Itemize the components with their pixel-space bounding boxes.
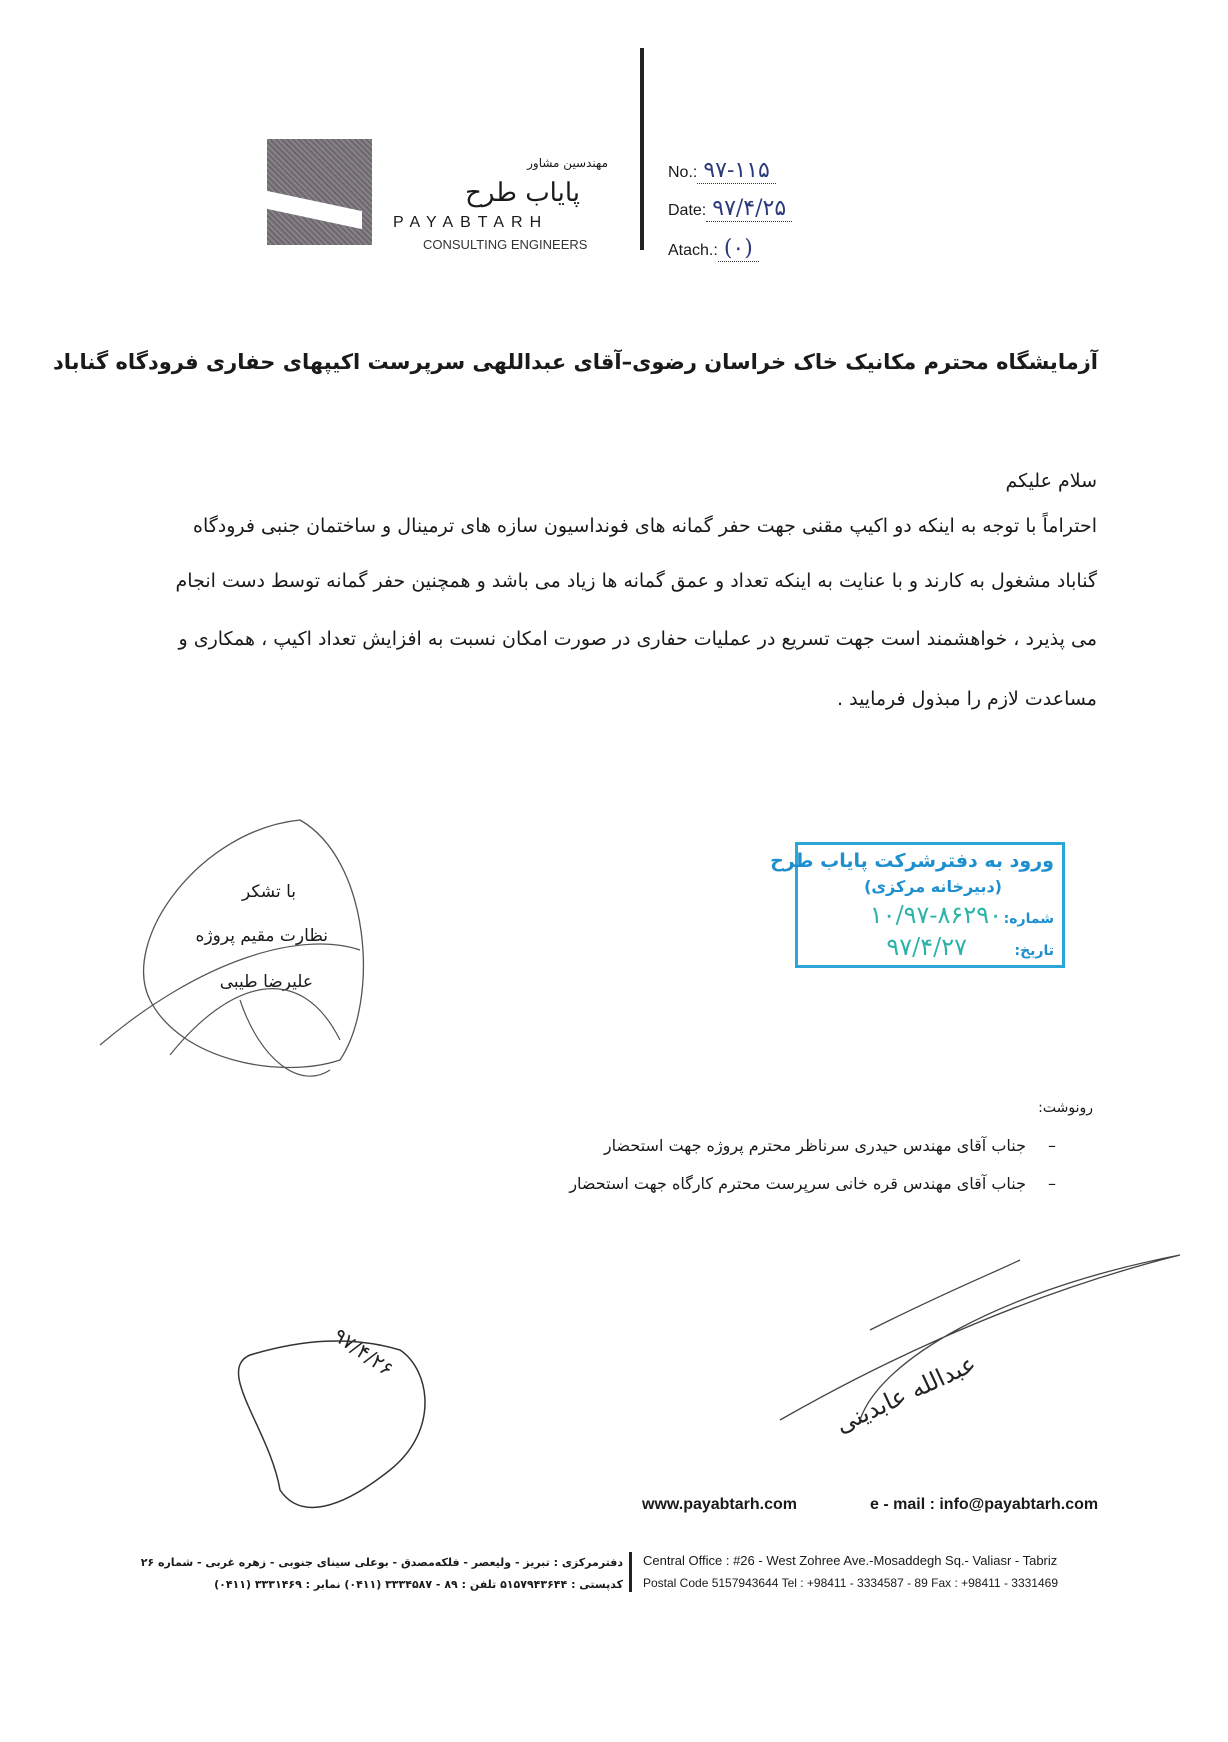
email-link[interactable]: e - mail : info@payabtarh.com bbox=[870, 1496, 1099, 1513]
header-divider bbox=[640, 48, 644, 250]
signer-role: نظارت مقیم پروژه bbox=[195, 926, 328, 946]
attach-value: (۰) bbox=[718, 236, 759, 262]
logo-fa-name: پایاب طرح bbox=[465, 178, 580, 208]
cc-bullet: – bbox=[1048, 1174, 1056, 1193]
stamp-title: ورود به دفترشرکت پایاب طرح bbox=[770, 850, 1054, 872]
closing: با تشکر bbox=[242, 882, 296, 902]
body-line: گناباد مشغول به کارند و با عنایت به اینکه تعداد و عمق گمانه ها زیاد می باشد و همچنین حفر گمانه توسط دست انجام bbox=[175, 570, 1097, 592]
company-logo bbox=[267, 139, 372, 245]
footer-address-fa: دفترمرکزی : تبریز - ولیعصر - فلکه‌مصدق - بوعلی سینای جنوبی - زهره غربی - شماره ۲۶ bbox=[140, 1556, 623, 1569]
logo-fa-subtitle: مهندسین مشاور bbox=[527, 156, 608, 170]
received-stamp bbox=[770, 842, 1065, 968]
number-value: ۹۷-۱۱۵ bbox=[697, 158, 776, 184]
body-line: می پذیرد ، خواهشمند است جهت تسریع در عملیات حفاری در صورت امکان نسبت به افزایش تعداد اکیپ ، همکاری و bbox=[178, 628, 1097, 650]
website-link[interactable]: www.payabtarh.com bbox=[642, 1496, 797, 1513]
logo-en-subtitle: CONSULTING ENGINEERS bbox=[423, 237, 588, 252]
footer-address-en: Central Office : #26 - West Zohree Ave.-Mosaddegh Sq.- Valiasr - Tabriz bbox=[643, 1553, 1058, 1568]
footer-divider bbox=[629, 1552, 632, 1592]
attach-label: Atach.: bbox=[668, 242, 718, 259]
stamp-subtitle: (دبیرخانه مرکزی) bbox=[864, 877, 1002, 896]
logo-en-name: PAYABTARH bbox=[393, 214, 549, 231]
date-label: Date: bbox=[668, 202, 707, 219]
letter-date bbox=[668, 196, 792, 221]
footer-contact-fa: کدپستی : ۵۱۵۷۹۴۳۶۴۴ تلفن : ۸۹ - ۳۳۳۴۵۸۷ (۰۴۱۱) نمابر : ۳۳۳۱۴۶۹ (۰۴۱۱) bbox=[214, 1578, 623, 1591]
cc-item: جناب آقای مهندس قره خانی سرپرست محترم کارگاه جهت استحضار bbox=[569, 1174, 1026, 1193]
stamp-number-value: ۱۰/۹۷-۸۶۲۹۰ bbox=[869, 901, 1002, 929]
body-line: احتراماً با توجه به اینکه دو اکیپ مقنی جهت حفر گمانه های فونداسیون سازه های ترمینال و ساختمان جنبی فرودگاه bbox=[192, 515, 1097, 537]
signer-name: علیرضا طیبی bbox=[219, 972, 313, 992]
stamp-date-value: ۹۷/۴/۲۷ bbox=[886, 933, 967, 961]
body-line: مساعدت لازم را مبذول فرمایید . bbox=[837, 688, 1097, 710]
handwritten-note: عبدالله عابدینی bbox=[831, 1349, 981, 1439]
date-value: ۹۷/۴/۲۵ bbox=[706, 196, 792, 222]
stamp-date-label: تاریخ: bbox=[1014, 943, 1054, 959]
cc-bullet: – bbox=[1048, 1136, 1056, 1155]
handwritten-date: ۹۷/۴/۲۶ bbox=[329, 1322, 398, 1382]
letter-recipient: آزمایشگاه محترم مکانیک خاک خراسان رضوی–آقای عبداللهی سرپرست اکیپهای حفاری فرودگاه گناباد bbox=[52, 350, 1098, 374]
cc-label: رونوشت: bbox=[1038, 1100, 1093, 1116]
cc-item: جناب آقای مهندس حیدری سرناظر محترم پروژه جهت استحضار bbox=[603, 1136, 1026, 1155]
footer-contact-en: Postal Code 5157943644 Tel : +98411 - 3334587 - 89 Fax : +98411 - 3331469 bbox=[643, 1576, 1058, 1590]
number-label: No.: bbox=[668, 164, 698, 181]
stamp-number-label: شماره: bbox=[1003, 911, 1054, 927]
letter-attachment bbox=[668, 236, 759, 261]
greeting: سلام علیکم bbox=[1005, 470, 1097, 492]
letter-number bbox=[668, 158, 776, 183]
